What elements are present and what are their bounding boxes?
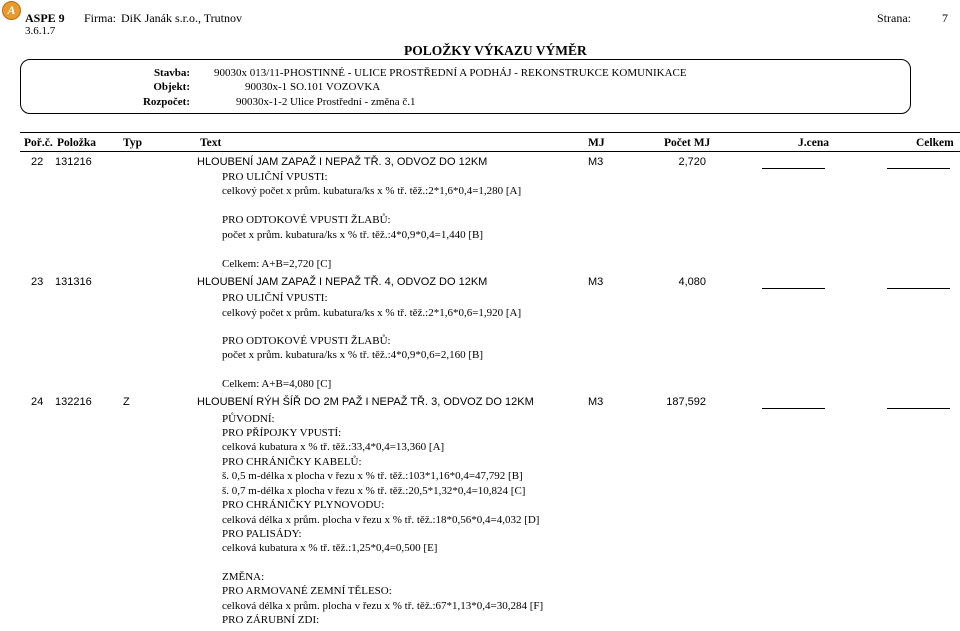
col-jcena: J.cena (798, 137, 829, 149)
item-detail-line: celková délka x prům. plocha v řezu x % tř. těž.:18*0,56*0,4=4,032 [D] (222, 514, 540, 526)
page-number: 7 (942, 11, 948, 25)
item-type: Z (123, 396, 130, 408)
unit-price-field[interactable] (762, 156, 825, 169)
item-detail-line: š. 0,7 m-délka x plocha v řezu x % tř. těž.:20,5*1,32*0,4=10,824 [C] (222, 485, 526, 497)
item-detail-line: PRO ULIČNÍ VPUSTI: (222, 171, 328, 183)
rozpocet-code: 90030x-1-2 (236, 96, 288, 108)
item-detail-line: PRO ODTOKOVÉ VPUSTI ŽLABŮ: (222, 214, 391, 226)
item-detail-line: PRO CHRÁNIČKY PLYNOVODU: (222, 499, 385, 511)
col-typ: Typ (123, 137, 142, 149)
item-number: 24 (31, 396, 44, 408)
total-price-field[interactable] (887, 396, 950, 409)
item-detail-line: počet x prům. kubatura/ks x % tř. těž.:4*0,9*0,4=1,440 [B] (222, 229, 483, 241)
col-celkem: Celkem (916, 137, 954, 149)
firm-label: Firma: (84, 11, 116, 25)
objekt-code: 90030x-1 (245, 81, 288, 93)
item-unit: M3 (588, 276, 604, 288)
item-quantity: 4,080 (678, 276, 706, 288)
item-detail-line: PRO ODTOKOVÉ VPUSTI ŽLABŮ: (222, 335, 391, 347)
item-unit: M3 (588, 156, 604, 168)
item-detail-line: PRO ULIČNÍ VPUSTI: (222, 292, 328, 304)
col-por: Poř.č. (24, 137, 53, 149)
item-detail-line: š. 0,5 m-délka x plocha v řezu x % tř. těž.:103*1,16*0,4=47,792 [B] (222, 470, 523, 482)
stavba-name: HOSTINNÉ - ULICE PROSTŘEDNÍ A PODHÁJ - REKONSTRUKCE KOMUNIKACE (290, 67, 687, 79)
item-detail-line: ZMĚNA: (222, 571, 265, 583)
col-pocet: Počet MJ (664, 137, 711, 149)
item-quantity: 2,720 (678, 156, 706, 168)
app-name: ASPE 9 (25, 11, 65, 25)
item-detail-line: celková kubatura x % tř. těž.:1,25*0,4=0,500 [E] (222, 542, 438, 554)
item-detail-line: celková kubatura x % tř. těž.:33,4*0,4=13,360 [A] (222, 441, 445, 453)
item-detail-line: celkový počet x prům. kubatura/ks x % tř. těž.:2*1,6*0,4=1,280 [A] (222, 185, 522, 197)
item-unit: M3 (588, 396, 604, 408)
header-underline (20, 151, 960, 152)
page-title: POLOŽKY VÝKAZU VÝMĚR (404, 43, 587, 58)
rozpocet-label: Rozpočet: (142, 96, 190, 108)
page-label: Strana: (877, 11, 911, 25)
firm-value: DiK Janák s.r.o., Trutnov (121, 11, 243, 25)
app-version: 3.6.1.7 (25, 25, 56, 37)
item-detail-line: PŮVODNÍ: (222, 413, 275, 425)
item-text: HLOUBENÍ JAM ZAPAŽ I NEPAŽ TŘ. 3, ODVOZ DO 12KM (197, 156, 488, 168)
item-detail-line: PRO CHRÁNIČKY KABELŮ: (222, 456, 362, 468)
stavba-code: 90030x 013/11-P (214, 67, 290, 79)
item-text: HLOUBENÍ JAM ZAPAŽ I NEPAŽ TŘ. 4, ODVOZ DO 12KM (197, 276, 488, 288)
objekt-label: Objekt: (153, 81, 190, 93)
item-detail-line: počet x prům. kubatura/ks x % tř. těž.:4*0,9*0,6=2,160 [B] (222, 349, 483, 361)
item-total-line: Celkem: A+B=4,080 [C] (222, 378, 332, 390)
col-polozka: Položka (57, 137, 96, 149)
item-code: 132216 (55, 396, 92, 408)
objekt-name: SO.101 VOZOVKA (290, 81, 381, 93)
unit-price-field[interactable] (762, 396, 825, 409)
item-detail-line: celková délka x prům. plocha v řezu x % tř. těž.:67*1,13*0,4=30,284 [F] (222, 600, 544, 612)
item-code: 131216 (55, 156, 92, 168)
col-mj: MJ (588, 137, 605, 149)
item-number: 22 (31, 156, 44, 168)
aspe-logo-icon: A (2, 1, 21, 20)
item-quantity: 187,592 (666, 396, 706, 408)
item-detail-line: PRO PALISÁDY: (222, 528, 302, 540)
item-code: 131316 (55, 276, 92, 288)
item-detail-line: PRO ZÁRUBNÍ ZDI: (222, 614, 320, 626)
item-detail-line: PRO ARMOVANÉ ZEMNÍ TĚLESO: (222, 585, 392, 597)
total-price-field[interactable] (887, 156, 950, 169)
item-text: HLOUBENÍ RÝH ŠÍŘ DO 2M PAŽ I NEPAŽ TŘ. 3, ODVOZ DO 12KM (197, 396, 534, 408)
item-total-line: Celkem: A+B=2,720 [C] (222, 258, 332, 270)
item-number: 23 (31, 276, 44, 288)
unit-price-field[interactable] (762, 276, 825, 289)
col-text: Text (200, 137, 222, 149)
total-price-field[interactable] (887, 276, 950, 289)
item-detail-line: PRO PŘÍPOJKY VPUSTÍ: (222, 427, 342, 439)
rozpocet-name: Ulice Prostřední - změna č.1 (290, 96, 416, 108)
stavba-label: Stavba: (153, 67, 190, 79)
item-detail-line: celkový počet x prům. kubatura/ks x % tř. těž.:2*1,6*0,6=1,920 [A] (222, 307, 522, 319)
